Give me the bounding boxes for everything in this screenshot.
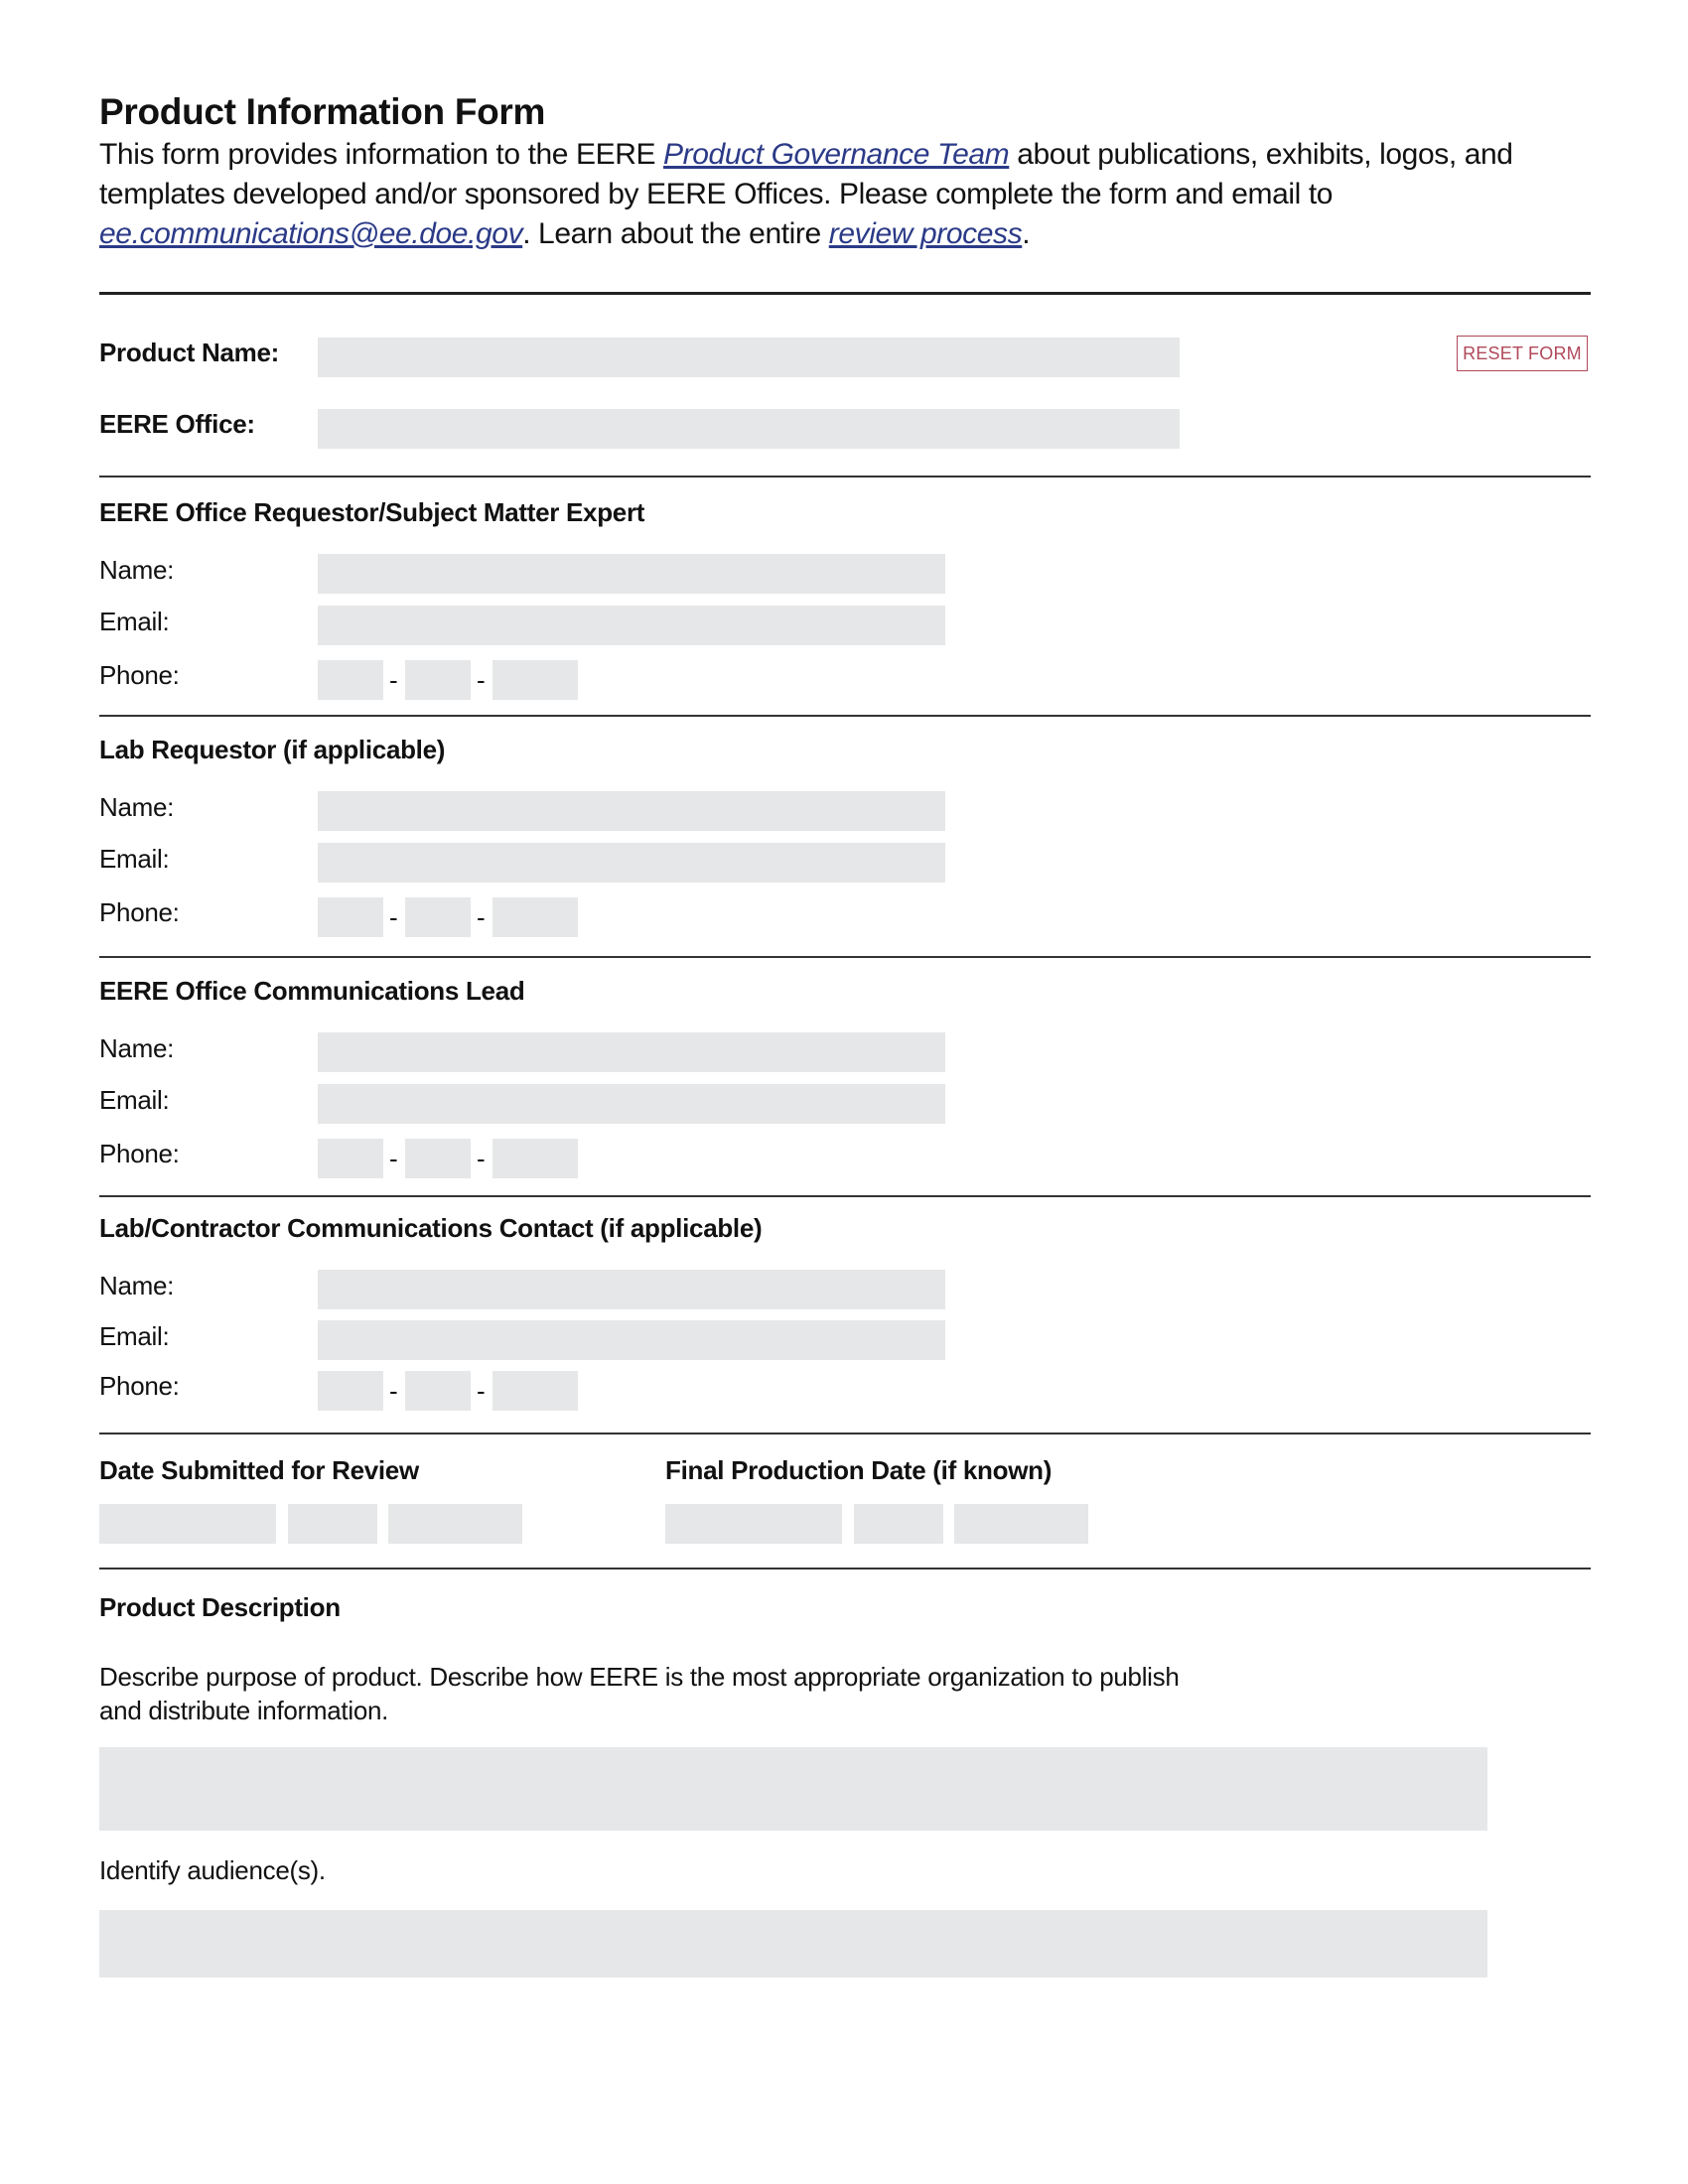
eere-office-label: EERE Office: — [99, 409, 255, 439]
section-divider — [99, 1568, 1591, 1570]
lab-contact-name-field[interactable] — [318, 1270, 945, 1309]
comms-lead-phone-prefix-field[interactable] — [405, 1139, 471, 1178]
intro-text-3: . Learn about the entire — [522, 217, 829, 250]
product-name-field[interactable] — [318, 338, 1180, 377]
comms-lead-phone-area-field[interactable] — [318, 1139, 383, 1178]
lab-requestor-phone-area-field[interactable] — [318, 897, 383, 937]
intro-text-4: . — [1022, 217, 1031, 250]
purpose-textarea[interactable] — [99, 1747, 1487, 1831]
intro-paragraph — [99, 135, 1618, 254]
phone-separator: - — [389, 665, 398, 695]
audience-prompt: Identify audience(s). — [99, 1855, 326, 1885]
requestor-phone-area-field[interactable] — [318, 660, 383, 700]
comms-lead-email-label: Email: — [99, 1085, 170, 1115]
lab-contact-phone-label: Phone: — [99, 1371, 180, 1401]
phone-separator: - — [477, 1144, 486, 1173]
phone-separator: - — [389, 902, 398, 932]
lab-contact-phone-line-field[interactable] — [492, 1371, 578, 1411]
lab-requestor-name-label: Name: — [99, 792, 175, 822]
requestor-email-label: Email: — [99, 607, 170, 636]
phone-separator: - — [477, 902, 486, 932]
lab-requestor-phone-line-field[interactable] — [492, 897, 578, 937]
lab-contact-phone-prefix-field[interactable] — [405, 1371, 471, 1411]
phone-separator: - — [477, 665, 486, 695]
intro-text-1: This form provides information to the EERE — [99, 138, 664, 171]
phone-separator: - — [389, 1376, 398, 1406]
requestor-name-field[interactable] — [318, 554, 945, 594]
lab-requestor-email-field[interactable] — [318, 843, 945, 883]
audience-textarea[interactable] — [99, 1910, 1487, 1978]
date-submitted-day-field[interactable] — [288, 1504, 377, 1544]
lab-requestor-email-label: Email: — [99, 844, 170, 874]
final-date-day-field[interactable] — [854, 1504, 943, 1544]
lab-contact-heading: Lab/Contractor Communications Contact (if applicable) — [99, 1213, 763, 1243]
lab-contact-email-field[interactable] — [318, 1320, 945, 1360]
requestor-heading: EERE Office Requestor/Subject Matter Expert — [99, 497, 645, 527]
section-divider — [99, 715, 1591, 717]
phone-separator: - — [389, 1144, 398, 1173]
lab-contact-name-label: Name: — [99, 1271, 175, 1300]
header-divider — [99, 292, 1591, 295]
comms-lead-heading: EERE Office Communications Lead — [99, 976, 525, 1006]
section-divider — [99, 1195, 1591, 1197]
lab-requestor-phone-prefix-field[interactable] — [405, 897, 471, 937]
email-link[interactable]: ee.communications@ee.doe.gov — [99, 217, 523, 250]
section-divider — [99, 1433, 1591, 1434]
comms-lead-email-field[interactable] — [318, 1084, 945, 1124]
page-title: Product Information Form — [99, 91, 546, 132]
final-date-year-field[interactable] — [954, 1504, 1088, 1544]
final-production-date-label: Final Production Date (if known) — [665, 1455, 1053, 1485]
product-name-label: Product Name: — [99, 338, 280, 367]
comms-lead-phone-line-field[interactable] — [492, 1139, 578, 1178]
lab-requestor-phone-label: Phone: — [99, 897, 180, 927]
comms-lead-phone-label: Phone: — [99, 1139, 180, 1168]
lab-requestor-name-field[interactable] — [318, 791, 945, 831]
review-process-link[interactable]: review process — [828, 217, 1023, 250]
requestor-email-field[interactable] — [318, 606, 945, 645]
requestor-phone-line-field[interactable] — [492, 660, 578, 700]
section-divider — [99, 476, 1591, 478]
reset-form-button[interactable]: RESET FORM — [1457, 336, 1588, 371]
date-submitted-month-field[interactable] — [99, 1504, 276, 1544]
product-description-heading: Product Description — [99, 1592, 341, 1622]
comms-lead-name-label: Name: — [99, 1033, 175, 1063]
eere-office-field[interactable] — [318, 409, 1180, 449]
final-date-month-field[interactable] — [665, 1504, 842, 1544]
section-divider — [99, 956, 1591, 958]
lab-contact-phone-area-field[interactable] — [318, 1371, 383, 1411]
purpose-prompt: Describe purpose of product. Describe how EERE is the most appropriate organization to publish and distribute information. — [99, 1662, 1180, 1725]
intro-text-2: about publications, exhibits, logos, and templates developed and/or sponsored by EERE Offices. Please complete the form and email to — [99, 138, 1513, 210]
phone-separator: - — [477, 1376, 486, 1406]
requestor-phone-prefix-field[interactable] — [405, 660, 471, 700]
lab-contact-email-label: Email: — [99, 1321, 170, 1351]
comms-lead-name-field[interactable] — [318, 1032, 945, 1072]
requestor-name-label: Name: — [99, 555, 175, 585]
date-submitted-label: Date Submitted for Review — [99, 1455, 419, 1485]
date-submitted-year-field[interactable] — [388, 1504, 522, 1544]
requestor-phone-label: Phone: — [99, 660, 180, 690]
product-governance-team-link[interactable]: Product Governance Team — [663, 138, 1010, 171]
lab-requestor-heading: Lab Requestor (if applicable) — [99, 735, 446, 764]
